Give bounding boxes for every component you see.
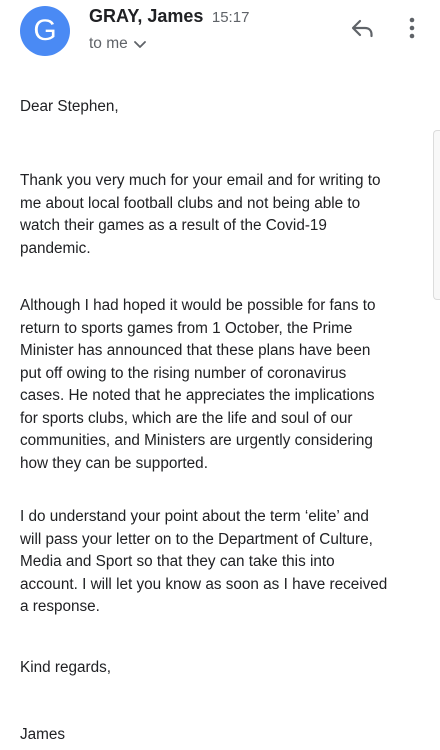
email-paragraph-2: Although I had hoped it would be possible for fans to return to sports games from 1 October, the Prime Minister has announced that these plans have been put off owing to the rising number of coronavirus cases. He noted that he appreciates the implications for sports clubs, which are the life and soul of our communities, and Ministers are urgently considering how they can be supported. (20, 297, 376, 472)
reply-icon (350, 18, 374, 43)
email-header (0, 0, 440, 70)
reply-button[interactable] (346, 14, 378, 46)
sender-line (89, 6, 249, 27)
email-closing: Kind regards, (20, 659, 111, 676)
chevron-down-icon[interactable] (134, 36, 146, 54)
scrollbar-thumb[interactable] (433, 130, 440, 300)
more-vert-icon (409, 17, 415, 44)
recipient-details-toggle[interactable] (89, 34, 146, 54)
more-options-button[interactable] (400, 14, 424, 46)
sender-name[interactable]: GRAY, James (89, 6, 204, 26)
email-paragraph-3: I do understand your point about the term ‘elite’ and will pass your letter on to the Department of Culture, Media and Sport so that they can take this into account. I will let you know as soon as I have received a response. (20, 508, 388, 615)
recipient-label: to me (89, 35, 128, 52)
email-greeting: Dear Stephen, (20, 98, 119, 115)
email-signature: James (20, 726, 66, 743)
email-paragraph-1: Thank you very much for your email and for writing to me about local football clubs and not being able to watch their games as a result of the Covid-19 pandemic. (20, 172, 381, 257)
message-time: 15:17 (211, 9, 250, 26)
sender-avatar[interactable]: G (20, 6, 70, 56)
